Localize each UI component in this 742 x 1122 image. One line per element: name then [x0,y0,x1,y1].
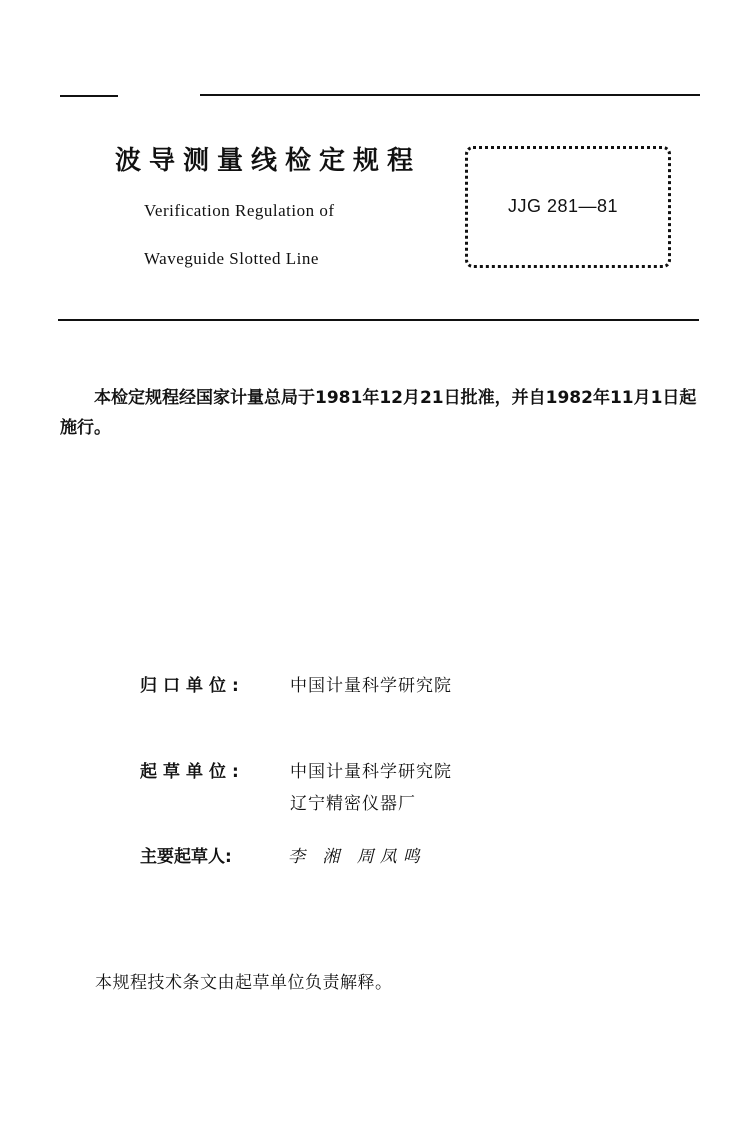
drafting-unit-label: 起草单位: [140,762,245,782]
header-bottom-rule [58,319,699,321]
title-chinese: 波导测量线检定规程 [115,146,422,176]
main-drafters-label: 主要起草人: [140,847,232,867]
approval-statement: 本检定规程经国家计量总局于1981年12月21日批准，并自1982年11月1日起施行。 [60,388,697,438]
main-drafters-value: 李 湘 周凤鸣 [288,847,426,867]
drafting-unit-value: 辽宁精密仪器厂 [290,794,416,814]
top-rule [200,94,700,96]
top-rule [60,95,118,97]
interpretation-note: 本规程技术条文由起草单位负责解释。 [95,973,393,993]
drafting-unit-value: 中国计量科学研究院 [290,762,452,782]
title-english-line-2: Waveguide Slotted Line [144,249,319,268]
title-english-line-1: Verification Regulation of [144,201,335,220]
responsible-unit-label: 归口单位: [140,676,245,696]
regulation-code: JJG 281—81 [508,196,619,216]
responsible-unit-value: 中国计量科学研究院 [290,676,452,696]
